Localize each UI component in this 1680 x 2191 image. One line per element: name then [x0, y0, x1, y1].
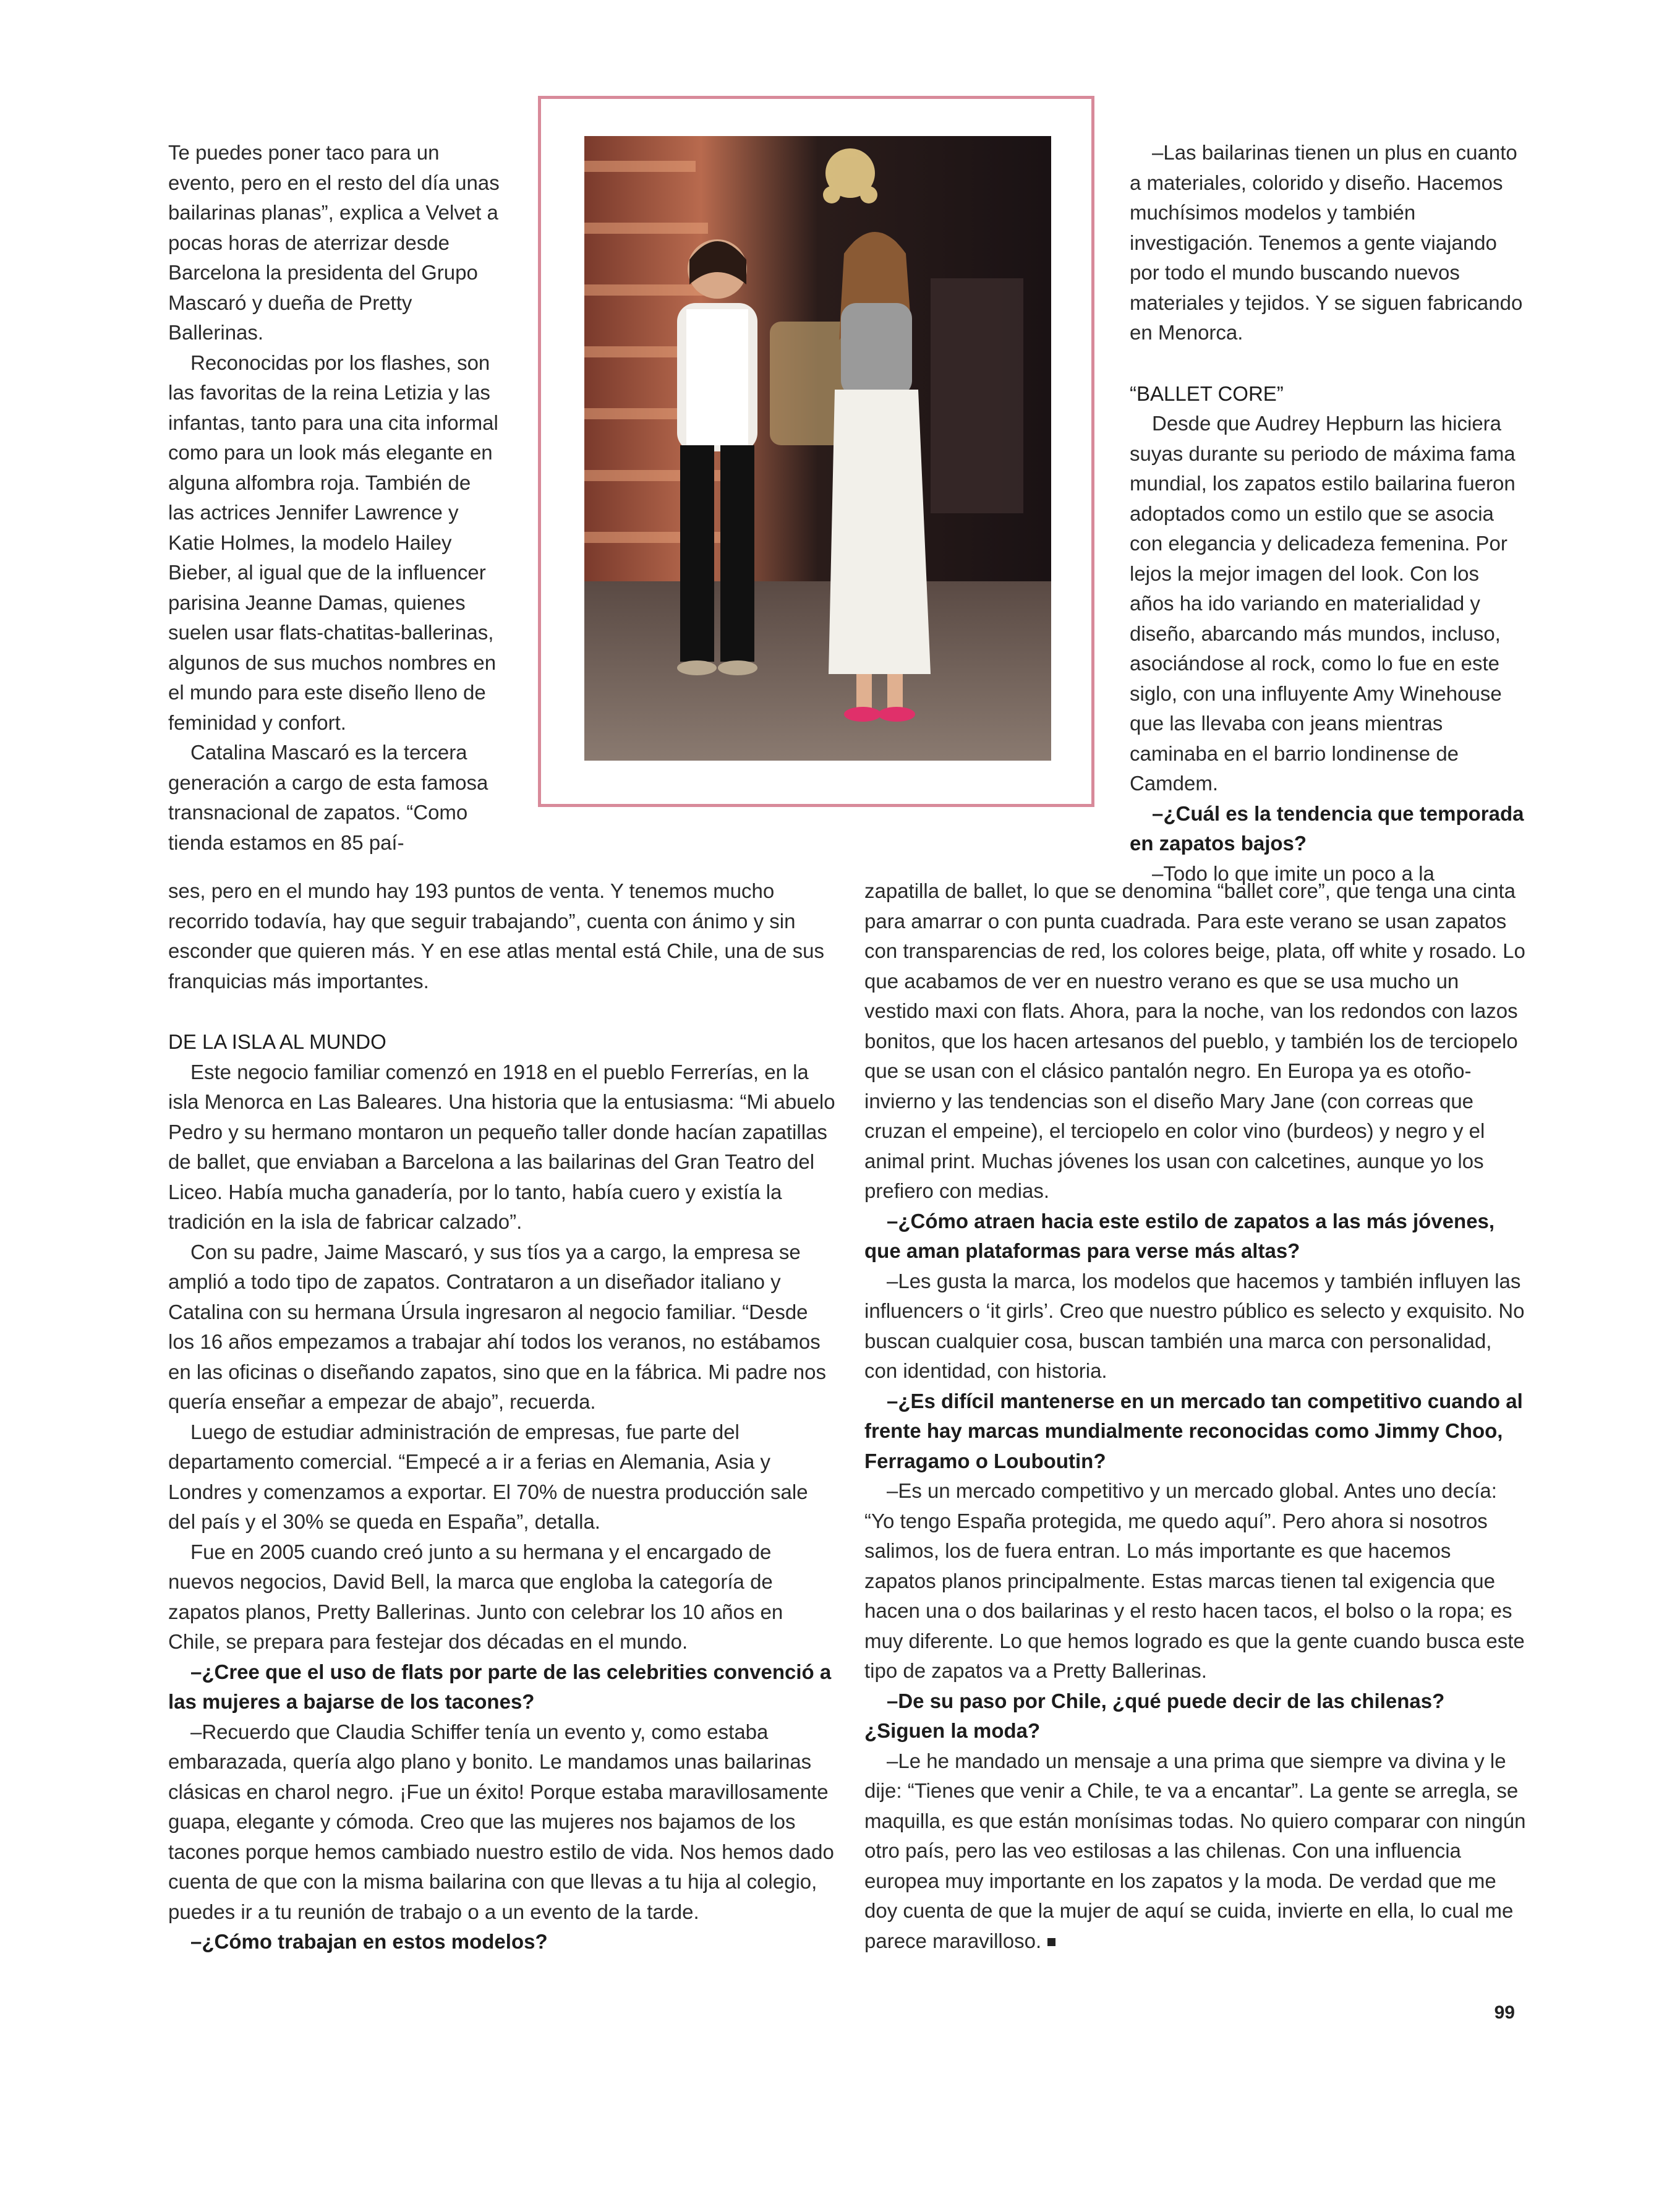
- interview-question: –¿Cuál es la tendencia que temporada en zapatos bajos?: [1130, 801, 1524, 855]
- interview-question: –De su paso por Chile, ¿qué puede decir de las chilenas? ¿Siguen la moda?: [864, 1689, 1445, 1742]
- paragraph: ses, pero en el mundo hay 193 puntos de venta. Y tenemos mucho recorrido todavía, hay que seguir trabajando”, cuenta con ánimo y sin esconder que quieren más. Y en ese atlas mental está Chile, una de sus franquicias más importantes.: [168, 879, 824, 993]
- paragraph: Fue en 2005 cuando creó junto a su hermana y el encargado de nuevos negocios, David Bell, la marca que engloba la categoría de zapatos planos, Pretty Ballerinas. Junto con celebrar los 10 años en Chile, se prepara para festejar dos décadas en el mundo.: [168, 1540, 783, 1653]
- interview-question: –¿Es difícil mantenerse en un mercado tan competitivo cuando al frente hay marcas mundialmente reconocidas como Jimmy Choo, Ferragamo o Louboutin?: [864, 1389, 1523, 1472]
- paragraph: –Las bailarinas tienen un plus en cuanto a materiales, colorido y diseño. Hacemos muchísimos modelos y también investigación. Tenemos a gente viajando por todo el mundo buscando nuevos materiales y tejidos. Y se siguen fabricando en Menorca.: [1130, 141, 1523, 344]
- paragraph: –Es un mercado competitivo y un mercado global. Antes uno decía: “Yo tengo España protegida, me quedo aquí”. Pero ahora si nosotros salimos, los de fuera entran. Lo más importante es que hacemos zapatos planos principalmente. Estas marcas tienen tal exigencia que hacen una o dos bailarinas y el resto hacen tacos, el bolso o la ropa; es muy diferente. Lo que hemos logrado es que la gente cuando busca este tipo de zapatos va a Pretty Ballerinas.: [864, 1479, 1525, 1682]
- paragraph: zapatilla de ballet, lo que se denomina “ballet core”, que tenga una cinta para amarrar o con punta cuadrada. Para este verano se usan zapatos con transparencias de red, los colores beige, plata, off white y rosado. Lo que acabamos de ver en nuestro verano es que se usa mucho un vestido maxi con flats. Ahora, para la noche, van los redondos con lazos bonitos, que los hacen artesanos del pueblo, y también los de terciopelo que se usan con el clásico pantalón negro. En Europa ya es otoño-invierno y las tendencias son el diseño Mary Jane (con correas que cruzan el empeine), el terciopelo en color vino (burdeos) y negro y el animal print. Muchas jóvenes los usan con calcetines, aunque yo los prefiero con medias.: [864, 879, 1525, 1202]
- left-column-main: [168, 876, 836, 1957]
- section-heading: DE LA ISLA AL MUNDO: [168, 1030, 386, 1053]
- article-photo: [584, 136, 1051, 761]
- paragraph: –Le he mandado un mensaje a una prima que siempre va divina y le dije: “Tienes que venir a Chile, te va a encantar”. La gente se arregla, se maquilla, es que están monísimas todas. No quiero comparar con ningún otro país, pero las veo estilosas a las chilenas. Con una influencia europea muy importante en los zapatos y la moda. De verdad que me doy cuenta de que la mujer de aquí se cuida, invierte en ella, lo cual me parece maravilloso.: [864, 1749, 1526, 1952]
- paragraph: Desde que Audrey Hepburn las hiciera suyas durante su periodo de máxima fama mundial, los zapatos estilo bailarina fueron adoptados como un estilo que se asocia con elegancia y delicadeza femenina. Por lejos la mejor imagen del look. Con los años ha ido variando en materialidad y diseño, abarcando más mundos, incluso, asociándose al rock, como lo fue en este siglo, con una influyente Amy Winehouse que las llevaba con jeans mientras caminaba en el barrio londinense de Camdem.: [1130, 412, 1516, 795]
- paragraph: Reconocidas por los flashes, son las favoritas de la reina Letizia y las infantas, tanto para una cita informal como para un look más elegante en alguna alfombra roja. También de las actrices Jennifer Lawrence y Katie Holmes, la modelo Hailey Bieber, al igual que de la influencer parisina Jeanne Damas, quienes suelen usar flats-chatitas-ballerinas, algunos de sus muchos nombres en el mundo para este diseño lleno de feminidad y confort.: [168, 351, 498, 734]
- section-heading: “BALLET CORE”: [1130, 382, 1284, 405]
- paragraph: Este negocio familiar comenzó en 1918 en el pueblo Ferrerías, en la isla Menorca en Las Baleares. Una historia que la entusiasma: “Mi abuelo Pedro y su hermano montaron un pequeño taller donde hacían zapatillas de ballet, que enviaban a Barcelona a las bailarinas del Gran Teatro del Liceo. Había mucha ganadería, por lo tanto, había cuero y existía la tradición en la isla de fabricar calzado”.: [168, 1060, 835, 1233]
- paragraph: Luego de estudiar administración de empresas, fue parte del departamento comercial. “Empecé a ir a ferias en Alemania, Asia y Londres y comenzamos a exportar. El 70% de nuestra producción sale del país y el 30% se queda en España”, detalla.: [168, 1420, 808, 1533]
- paragraph: –Recuerdo que Claudia Schiffer tenía un evento y, como estaba embarazada, quería algo plano y bonito. Le mandamos unas bailarinas clásicas en charol negro. ¡Fue un éxito! Porque estaba maravillosamente guapa, elegante y cómoda. Creo que las mujeres nos bajamos de los tacones porque hemos cambiado nuestro estilo de vida. Nos hemos dado cuenta de que con la misma bailarina con que llevas a tu hija al colegio, puedes ir a tu reunión de trabajo o a un evento de la tarde.: [168, 1720, 834, 1923]
- interview-question: –¿Cree que el uso de flats por parte de las celebrities convenció a las mujeres a bajarse de los tacones?: [168, 1660, 832, 1713]
- interview-question: –¿Cómo atraen hacia este estilo de zapatos a las más jóvenes, que aman plataformas para verse más altas?: [864, 1209, 1495, 1262]
- paragraph: Te puedes poner taco para un evento, pero en el resto del día unas bailarinas planas”, explica a Velvet a pocas horas de aterrizar desde Barcelona la presidenta del Grupo Mascaró y dueña de Pretty Ballerinas.: [168, 141, 500, 344]
- left-column-top: [168, 138, 502, 858]
- right-column-top: [1130, 138, 1525, 889]
- right-column-main: [864, 876, 1526, 1956]
- paragraph: –Todo lo que imite un poco a la: [1152, 861, 1435, 885]
- end-mark-icon: [1047, 1938, 1055, 1946]
- page-number: 99: [1494, 2002, 1515, 2023]
- paragraph: Con su padre, Jaime Mascaró, y sus tíos ya a cargo, la empresa se amplió a todo tipo de zapatos. Contrataron a un diseñador italiano y Catalina con su hermana Úrsula ingresaron al negocio familiar. “Desde los 16 años empezamos a trabajar ahí todos los veranos, no estábamos en las oficinas o diseñando zapatos, sino que en la fábrica. Mi padre nos quería enseñar a empezar de abajo”, recuerda.: [168, 1240, 827, 1413]
- paragraph: –Les gusta la marca, los modelos que hacemos y también influyen las influencers o ‘it girls’. Creo que nuestro público es selecto y exquisito. No buscan cualquier cosa, buscan también una marca con personalidad, con identidad, con historia.: [864, 1269, 1525, 1382]
- paragraph: Catalina Mascaró es la tercera generación a cargo de esta famosa transnacional de zapatos. “Como tienda estamos en 85 paí-: [168, 741, 488, 854]
- interview-question: –¿Cómo trabajan en estos modelos?: [190, 1930, 548, 1953]
